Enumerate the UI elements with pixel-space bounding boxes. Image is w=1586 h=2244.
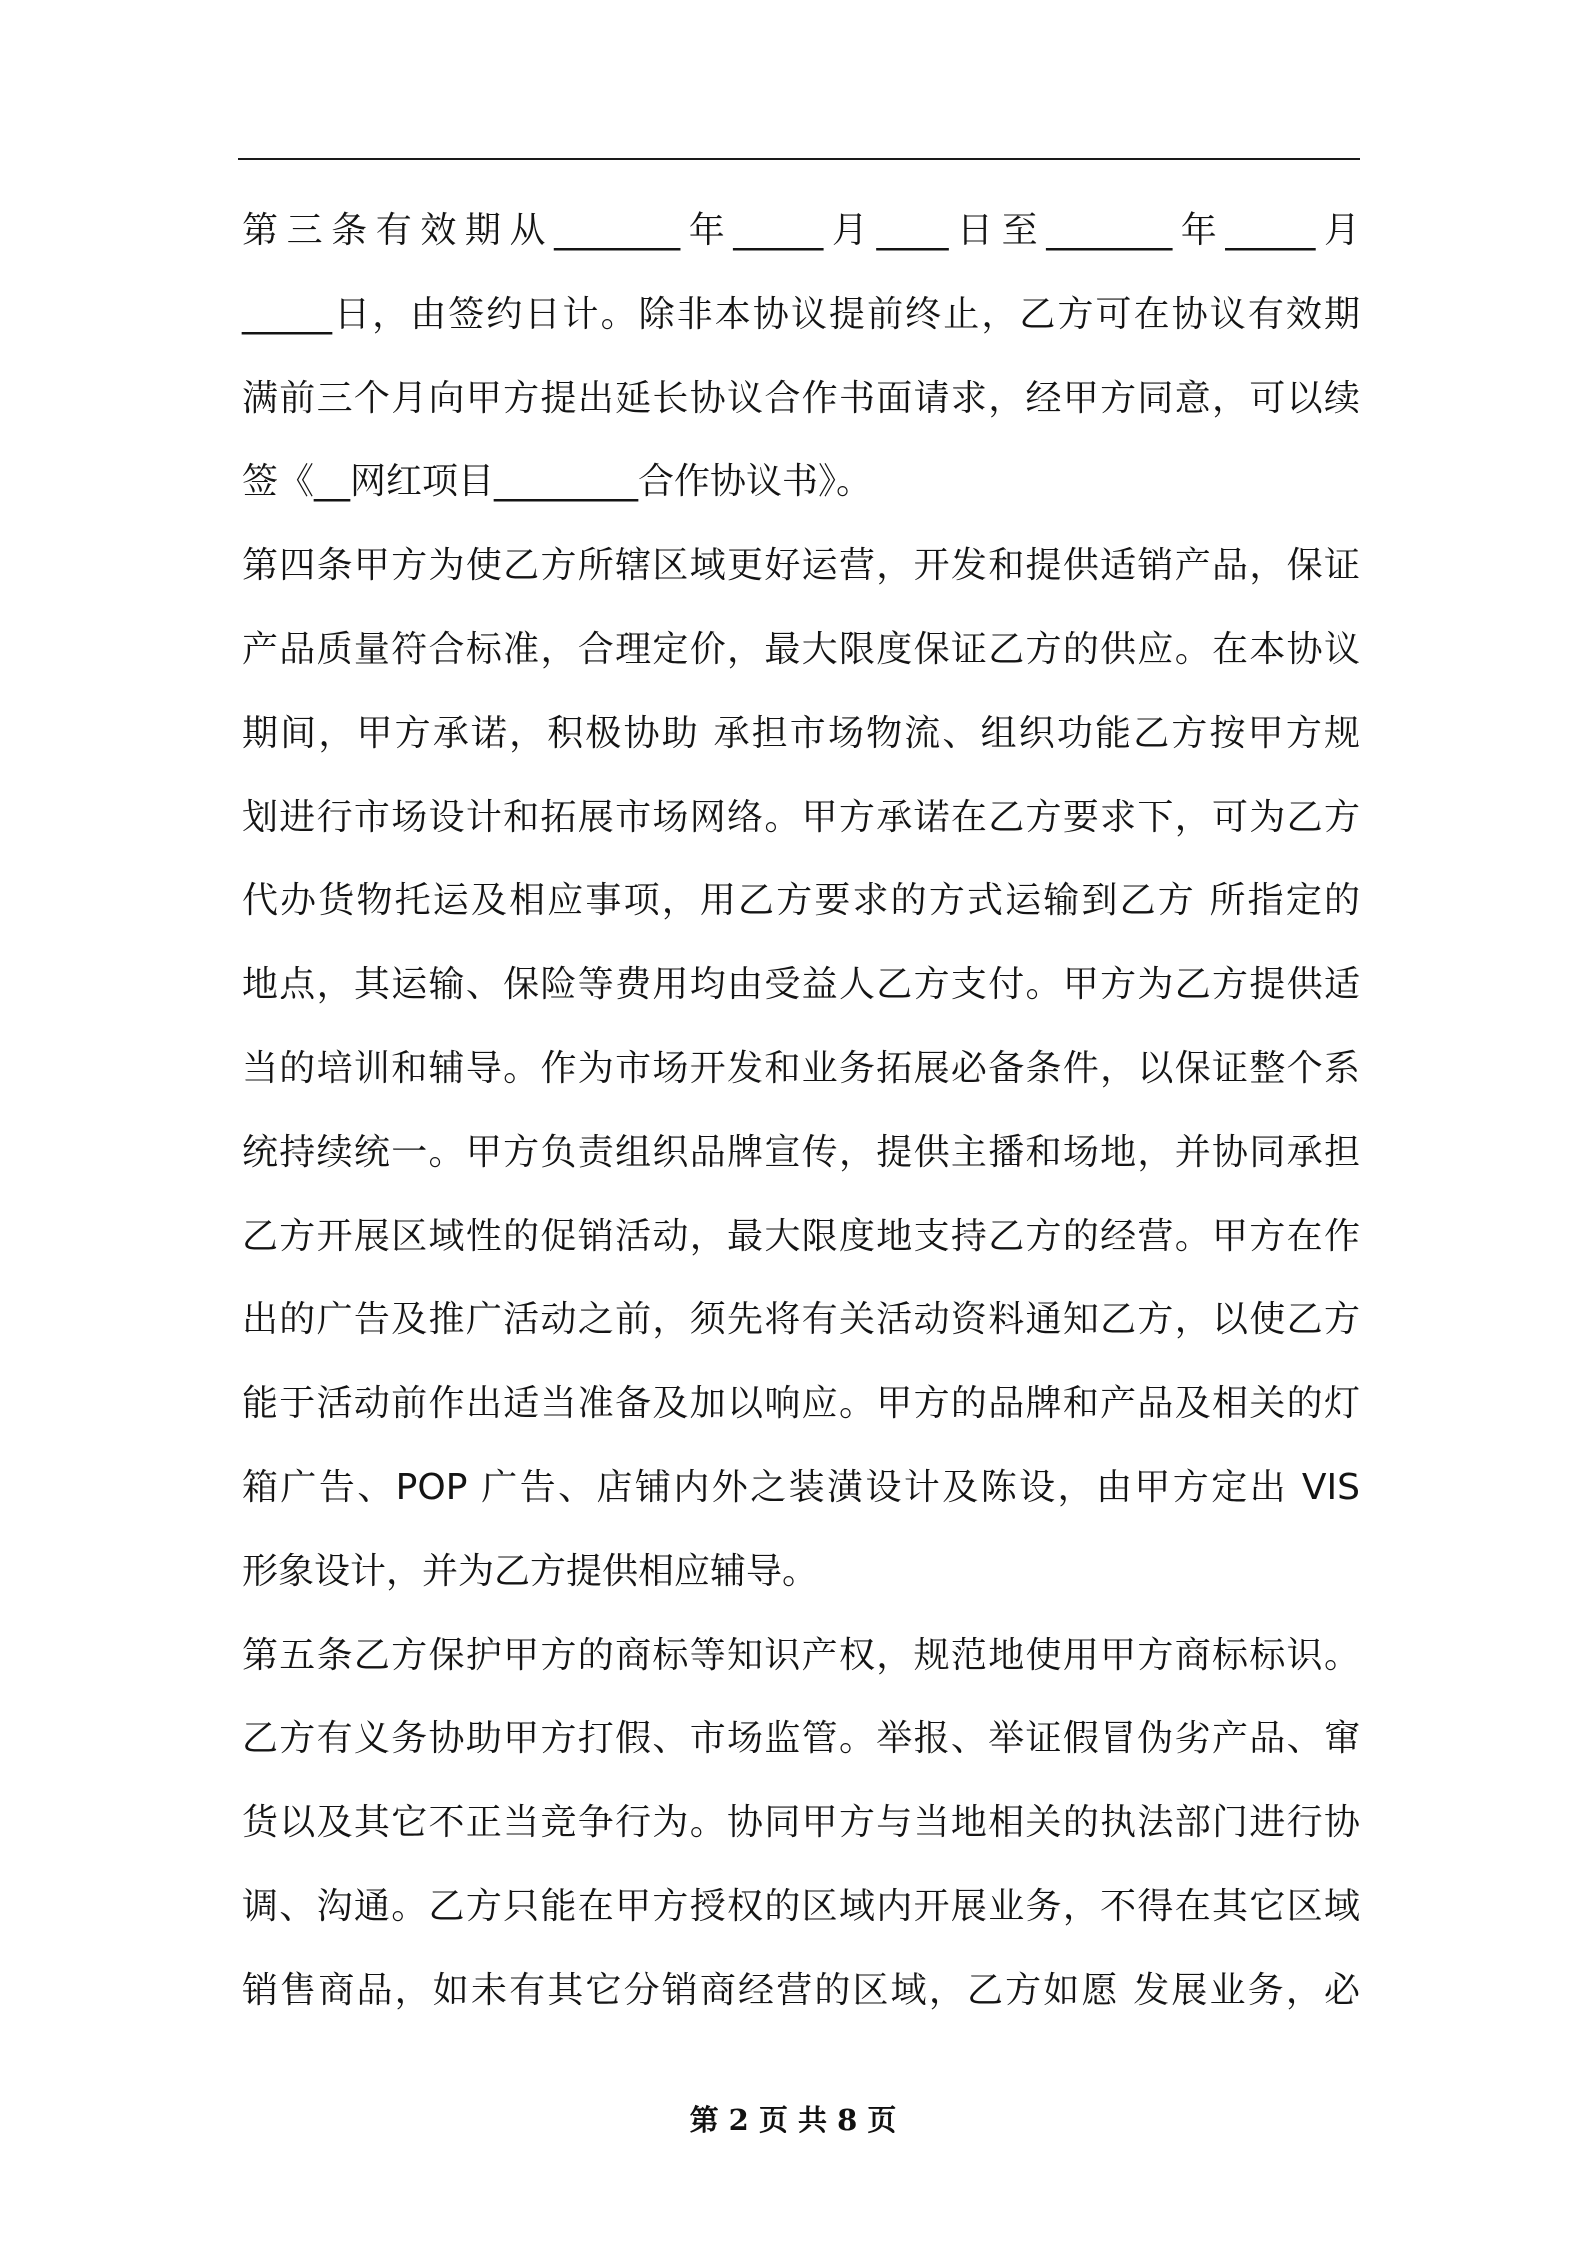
text-line: 签《__网红项目________合作协议书》。 — [242, 461, 873, 503]
paragraph-article-4 — [242, 524, 1360, 1613]
text-line: 箱广告、POP 广告、店铺内外之装潢设计及陈设，由甲方定出 VIS — [242, 1466, 1360, 1508]
text-line: 能于活动前作出适当准备及加以响应。甲方的品牌和产品及相关的灯 — [242, 1383, 1360, 1425]
text-line: 调、沟通。乙方只能在甲方授权的区域内开展业务，不得在其它区域 — [242, 1885, 1360, 1927]
paragraph-article-5 — [242, 1614, 1360, 2033]
paragraph-article-3 — [242, 189, 1360, 524]
text-line: 当的培训和辅导。作为市场开发和业务拓展必备条件，以保证整个系 — [242, 1047, 1360, 1089]
header-divider — [238, 158, 1360, 160]
text-line: 划进行市场设计和拓展市场网络。甲方承诺在乙方要求下，可为乙方 — [242, 796, 1360, 838]
document-body — [242, 189, 1360, 2033]
text-line: 代办货物托运及相应事项，用乙方要求的方式运输到乙方 所指定的 — [242, 880, 1360, 922]
text-line: 销售商品，如未有其它分销商经营的区域，乙方如愿 发展业务，必 — [242, 1969, 1360, 2011]
text-line: 地点，其运输、保险等费用均由受益人乙方支付。甲方为乙方提供适 — [242, 964, 1360, 1006]
text-line: 货以及其它不正当竞争行为。协同甲方与当地相关的执法部门进行协 — [242, 1802, 1360, 1844]
page-number-footer: 第 2 页 共 8 页 — [689, 2103, 897, 2137]
text-line: 乙方有义务协助甲方打假、市场监管。举报、举证假冒伪劣产品、窜 — [242, 1718, 1360, 1760]
text-line: 期间，甲方承诺，积极协助 承担市场物流、组织功能乙方按甲方规 — [242, 712, 1360, 754]
text-line: 形象设计，并为乙方提供相应辅导。 — [242, 1550, 819, 1592]
text-line: 统持续统一。甲方负责组织品牌宣传，提供主播和场地，并协同承担 — [242, 1131, 1360, 1173]
text-line: 满前三个月向甲方提出延长协议合作书面请求，经甲方同意，可以续 — [242, 377, 1360, 419]
text-line: 出的广告及推广活动之前，须先将有关活动资料通知乙方，以使乙方 — [242, 1299, 1360, 1341]
text-line: _____日，由签约日计。除非本协议提前终止，乙方可在协议有效期 — [242, 293, 1360, 335]
text-line: 乙方开展区域性的促销活动，最大限度地支持乙方的经营。甲方在作 — [242, 1215, 1360, 1257]
text-line: 第五条乙方保护甲方的商标等知识产权，规范地使用甲方商标标识。 — [242, 1634, 1360, 1676]
text-line: 产品质量符合标准，合理定价，最大限度保证乙方的供应。在本协议 — [242, 628, 1360, 670]
text-line: 第四条甲方为使乙方所辖区域更好运营，开发和提供适销产品，保证 — [242, 545, 1360, 587]
text-line: 第三条有效期从_______年_____月____日至_______年_____月 — [242, 210, 1360, 251]
